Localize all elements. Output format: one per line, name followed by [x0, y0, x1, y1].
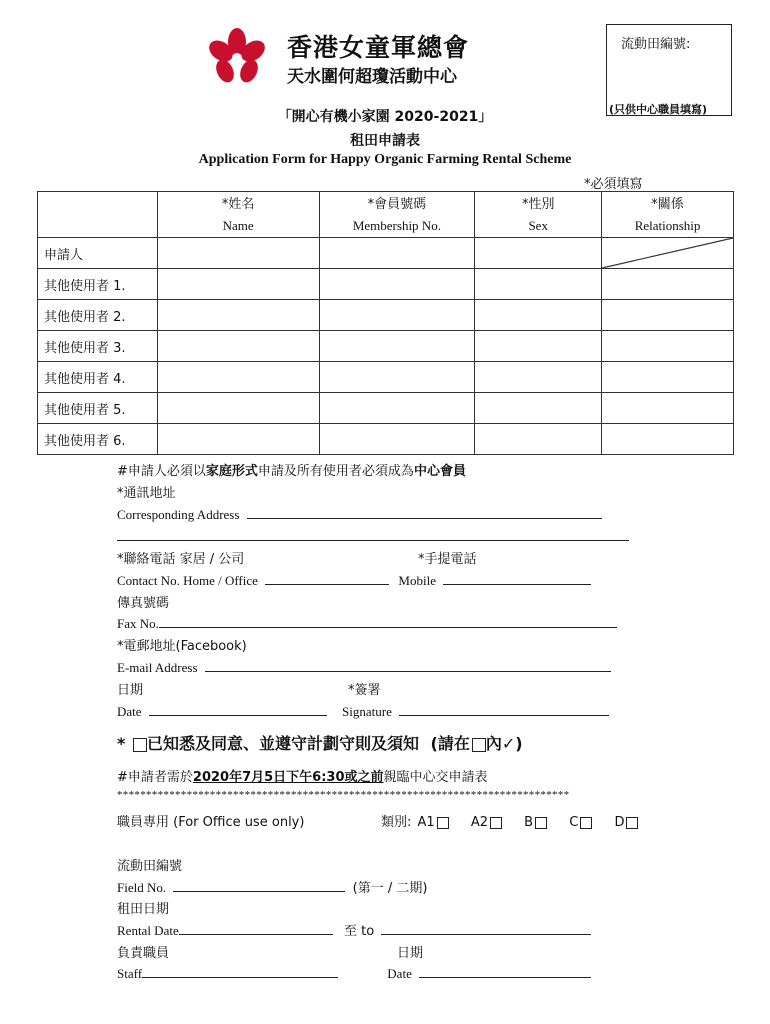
- agreement-statement: * 已知悉及同意、並遵守計劃守則及須知 (請在 內✓): [117, 734, 523, 753]
- relationship-cell[interactable]: [602, 300, 734, 331]
- category-row: [381, 811, 638, 830]
- name-cell[interactable]: [157, 300, 319, 331]
- fax-row: [117, 614, 617, 632]
- staff-date-input[interactable]: [419, 964, 591, 978]
- name-cell[interactable]: [157, 238, 319, 269]
- required-note: *必須填寫: [584, 177, 643, 192]
- col-membership-header: *會員號碼 Membership No.: [319, 192, 475, 238]
- address-label-zh: *通訊地址: [117, 486, 176, 501]
- membership-cell[interactable]: [319, 362, 475, 393]
- address-input-line-2[interactable]: [117, 527, 629, 541]
- sex-cell[interactable]: [475, 331, 602, 362]
- row-label: 其他使用者 5.: [38, 393, 158, 424]
- mobile-label-en: Mobile: [398, 573, 436, 588]
- email-row: [117, 658, 611, 676]
- contact-row: [117, 571, 591, 589]
- name-cell[interactable]: [157, 424, 319, 455]
- name-cell[interactable]: [157, 393, 319, 424]
- category-a2-checkbox[interactable]: [490, 817, 502, 829]
- email-input[interactable]: [205, 658, 611, 672]
- relationship-cell[interactable]: [602, 331, 734, 362]
- row-label: 其他使用者 4.: [38, 362, 158, 393]
- home-office-phone-input[interactable]: [265, 571, 389, 585]
- relationship-cell[interactable]: [602, 269, 734, 300]
- row-label: 其他使用者 6.: [38, 424, 158, 455]
- org-name: 香港女童軍總會: [287, 33, 470, 62]
- sex-cell[interactable]: [475, 238, 602, 269]
- address-row: [117, 505, 602, 523]
- field-no-row: [117, 877, 427, 896]
- name-cell[interactable]: [157, 269, 319, 300]
- membership-cell[interactable]: [319, 269, 475, 300]
- rental-date-row: [117, 920, 591, 939]
- form-title-zh: 「開心有機小家園 2020-2021」: [277, 109, 493, 125]
- table-row: [38, 238, 734, 269]
- row-label: 申請人: [38, 238, 158, 269]
- category-d-checkbox[interactable]: [626, 817, 638, 829]
- category-a1[interactable]: A1: [418, 815, 449, 830]
- mobile-label-zh: *手提電話: [418, 552, 477, 567]
- address-label-en: Corresponding Address: [117, 507, 240, 522]
- organization-logo-icon: [203, 27, 271, 87]
- separator-stars: ******************************************************************************: [117, 789, 570, 801]
- rental-date-label-zh: 租田日期: [117, 902, 170, 917]
- period-label: (第一 / 二期): [352, 881, 428, 896]
- staff-row: [117, 964, 591, 982]
- deadline-notice: #申請者需於2020年7月5日下午6:30或之前親臨中心交申請表: [117, 770, 488, 785]
- membership-cell[interactable]: [319, 393, 475, 424]
- members-table: [37, 191, 734, 455]
- rental-end-input[interactable]: [381, 921, 591, 935]
- category-c[interactable]: C: [569, 815, 592, 830]
- category-d[interactable]: D: [614, 815, 638, 830]
- table-row: [38, 331, 734, 362]
- col-sex-header: *性別 Sex: [475, 192, 602, 238]
- relationship-cell[interactable]: [602, 393, 734, 424]
- membership-cell[interactable]: [319, 238, 475, 269]
- signature-input[interactable]: [399, 702, 609, 716]
- col-name-header: *姓名 Name: [157, 192, 319, 238]
- sex-cell[interactable]: [475, 300, 602, 331]
- sex-cell[interactable]: [475, 393, 602, 424]
- fax-label-en: Fax No.: [117, 616, 159, 631]
- office-use-label: 職員專用 (For Office use only): [117, 815, 305, 830]
- field-number-box[interactable]: [606, 24, 732, 116]
- category-label: 類別:: [381, 815, 412, 830]
- table-row: [38, 269, 734, 300]
- table-corner-cell: [38, 192, 158, 238]
- field-box-note: (只供中心職員填寫): [609, 103, 708, 116]
- email-label-zh: *電郵地址(Facebook): [117, 639, 247, 654]
- contact-label-zh: *聯絡電話 家居 / 公司: [117, 552, 245, 567]
- relationship-cell[interactable]: [602, 362, 734, 393]
- staff-input[interactable]: [142, 964, 338, 978]
- table-row: [38, 300, 734, 331]
- rental-to-label: 至 to: [343, 924, 375, 939]
- fax-input[interactable]: [159, 614, 617, 628]
- agree-checkbox[interactable]: [133, 738, 147, 752]
- sex-cell[interactable]: [475, 424, 602, 455]
- contact-label-en: Contact No. Home / Office: [117, 573, 258, 588]
- rental-date-label-en: Rental Date: [117, 923, 179, 938]
- staff-date-label-zh: 日期: [397, 946, 424, 961]
- form-subtitle-zh: 租田申請表: [350, 133, 420, 149]
- checkbox-sample-icon: [472, 738, 486, 752]
- col-relationship-header: *關係 Relationship: [602, 192, 734, 238]
- table-row: [38, 362, 734, 393]
- field-box-label: 流動田編號:: [621, 37, 691, 52]
- field-no-label-zh: 流動田編號: [117, 859, 183, 874]
- category-c-checkbox[interactable]: [580, 817, 592, 829]
- address-input-line[interactable]: [247, 505, 602, 519]
- row-label: 其他使用者 2.: [38, 300, 158, 331]
- field-no-input[interactable]: [173, 878, 345, 892]
- table-header-row: [38, 192, 734, 238]
- category-a2[interactable]: A2: [471, 815, 502, 830]
- category-b[interactable]: B: [524, 815, 547, 830]
- membership-cell[interactable]: [319, 331, 475, 362]
- field-no-label-en: Field No.: [117, 880, 167, 895]
- fax-label-zh: 傳真號碼: [117, 596, 170, 611]
- name-cell[interactable]: [157, 362, 319, 393]
- date-input[interactable]: [149, 702, 327, 716]
- staff-label-en: Staff: [117, 966, 143, 981]
- table-row: [38, 393, 734, 424]
- signature-label-zh: *簽署: [348, 683, 381, 698]
- rental-start-input[interactable]: [179, 921, 333, 935]
- staff-label-zh: 負責職員: [117, 946, 170, 961]
- table-row: [38, 424, 734, 455]
- family-membership-notice: #申請人必須以家庭形式申請及所有使用者必須成為中心會員: [117, 464, 466, 479]
- date-label-en: Date: [117, 704, 142, 719]
- signature-label-en: Signature: [342, 704, 392, 719]
- form-title-en: Application Form for Happy Organic Farming Rental Scheme: [198, 152, 572, 167]
- date-signature-row: [117, 702, 609, 720]
- address-row-2: [117, 527, 629, 545]
- sex-cell[interactable]: [475, 269, 602, 300]
- category-b-checkbox[interactable]: [535, 817, 547, 829]
- staff-date-label-en: Date: [387, 966, 412, 981]
- membership-cell[interactable]: [319, 300, 475, 331]
- mobile-phone-input[interactable]: [443, 571, 591, 585]
- row-label: 其他使用者 3.: [38, 331, 158, 362]
- name-cell[interactable]: [157, 331, 319, 362]
- membership-cell[interactable]: [319, 424, 475, 455]
- email-label-en: E-mail Address: [117, 660, 198, 675]
- relationship-cell[interactable]: [602, 424, 734, 455]
- relationship-na-cell: [602, 238, 734, 269]
- org-subname: 天水圍何超瓊活動中心: [287, 67, 457, 87]
- date-label-zh: 日期: [117, 683, 144, 698]
- sex-cell[interactable]: [475, 362, 602, 393]
- category-a1-checkbox[interactable]: [437, 817, 449, 829]
- row-label: 其他使用者 1.: [38, 269, 158, 300]
